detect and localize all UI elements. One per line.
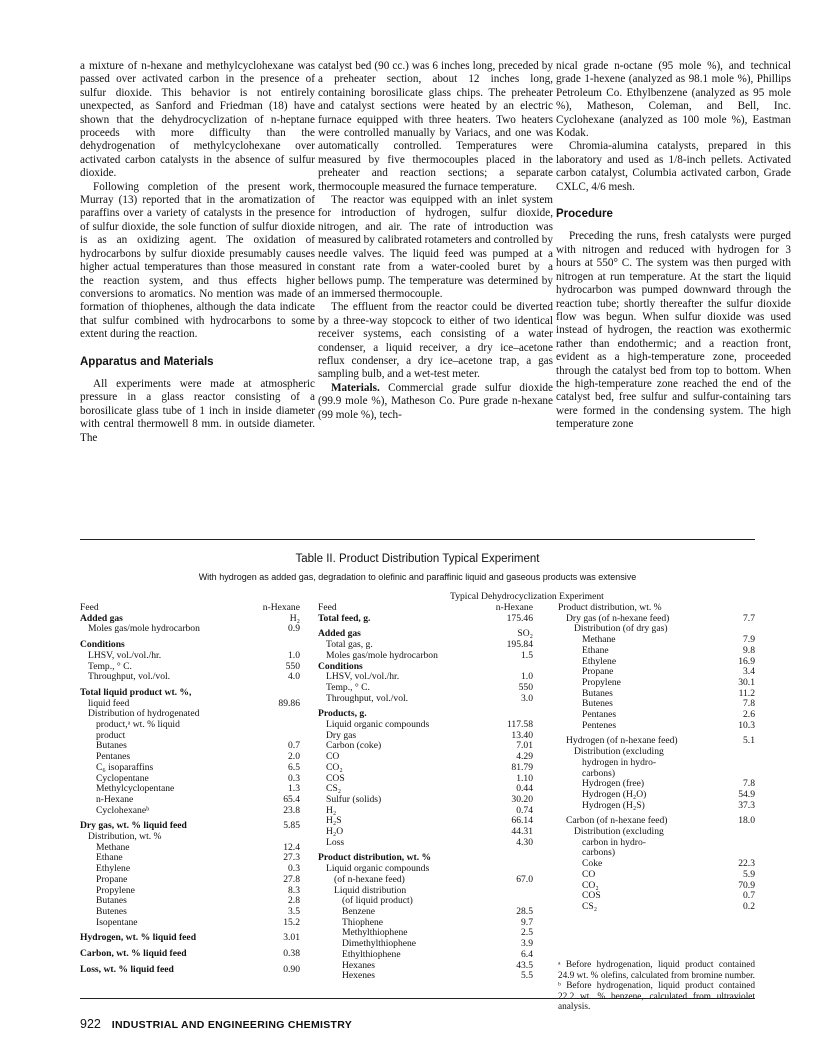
- row-label: Ethane: [582, 644, 609, 656]
- header-value: n-Hexane: [495, 602, 533, 613]
- table-bottom-rule: [80, 998, 755, 999]
- row-label: Hydrogen (H₂S): [582, 799, 645, 811]
- row-value: 117.58: [506, 719, 533, 731]
- table-row: [80, 763, 300, 774]
- row-label: Liquid organic compounds: [326, 863, 430, 875]
- table-row: [318, 752, 533, 763]
- row-value: 3.4: [743, 666, 755, 678]
- row-value: 0.2: [743, 900, 755, 912]
- row-value: [717, 747, 755, 758]
- row-value: 23.8: [283, 804, 300, 816]
- row-value: 65.4: [283, 793, 300, 805]
- row-label: Benzene: [342, 905, 376, 917]
- row-label: Propylene: [582, 676, 621, 688]
- table-body: [558, 614, 755, 913]
- row-value: 18.0: [738, 815, 755, 827]
- row-label: product,ᵃ wt. % liquid: [96, 719, 180, 731]
- row-label: Hexenes: [342, 970, 376, 982]
- row-label: Sulfur (solids): [326, 793, 382, 805]
- row-label: Ethylene: [582, 655, 617, 667]
- row-label: carbons): [582, 847, 616, 859]
- row-label: LHSV, vol./vol./hr.: [88, 649, 162, 661]
- table-row: [318, 816, 533, 827]
- row-label: hydrogen in hydro-: [582, 756, 657, 768]
- table-row: [558, 646, 755, 657]
- row-value: 550: [518, 681, 533, 693]
- row-label: Conditions: [318, 660, 363, 672]
- row-label: Total feed, g.: [318, 612, 371, 624]
- row-value: 550: [285, 660, 300, 672]
- row-value: 10.3: [738, 719, 755, 731]
- row-label: Product distribution, wt. %: [318, 852, 432, 864]
- row-value: 4.29: [516, 751, 533, 763]
- row-label: Propane: [96, 873, 128, 885]
- table-top-rule: [80, 539, 755, 540]
- row-label: Total gas, g.: [326, 639, 373, 651]
- row-value: 89.86: [278, 697, 300, 709]
- row-value: 0.9: [288, 623, 300, 635]
- row-label: COS: [582, 890, 601, 902]
- row-label: Dry gas: [326, 729, 357, 741]
- row-value: [717, 758, 755, 769]
- paragraph: [318, 382, 553, 422]
- row-label: Propane: [582, 666, 614, 678]
- row-label: CO: [582, 868, 596, 880]
- row-value: 81.79: [511, 761, 533, 773]
- row-label: Methylcyclopentane: [96, 783, 175, 795]
- row-value: 1.3: [288, 783, 300, 795]
- row-value: 27.8: [283, 873, 300, 885]
- row-label: Distribution of hydrogenated: [88, 708, 200, 720]
- row-label: Butanes: [96, 895, 127, 907]
- text-column-1: [80, 60, 315, 445]
- paragraph: Following completion of the present work, Murray (13) reported that in the aromatization of paraffins over a variety of catalysts in the presence of sulfur dioxide, the sole function of sulfur dioxide is as an oxidizing agent. The oxidation of hydrocarbons by sulfur dioxide presumably causes higher actual temperatures than those measured in the reaction system, and thus effects higher conversions to aromatics. No mention was made of formation of thiophenes, although the data indicate that sulfur combined with hydrocarbons to some extent during the reaction.: [80, 180, 315, 341]
- row-value: 28.5: [516, 905, 533, 917]
- row-label: Hydrogen (free): [582, 778, 645, 790]
- row-value: 43.5: [516, 959, 533, 971]
- row-value: 0.74: [516, 804, 533, 816]
- table-row: [80, 965, 300, 976]
- table-row: [80, 672, 300, 683]
- row-label: CO: [326, 751, 340, 763]
- paragraph: nical grade n-octane (95 mole %), and technical grade 1-hexene (analyzed as 98.1 mole %), Phillips Petroleum Co. Ethylbenzene (analyzed as 95 mole %), Matheson, Coleman, and Bell, Inc. Cyclohexane (analyzed as 100 mole %), Eastman Kodak.: [556, 60, 791, 140]
- table-row: [318, 774, 533, 785]
- row-label: Cyclopentane: [96, 772, 149, 784]
- table-row: [318, 795, 533, 806]
- row-value: 1.0: [521, 671, 533, 683]
- section-heading: Procedure: [556, 208, 613, 221]
- row-value: 37.3: [738, 799, 755, 811]
- row-label: Butenes: [582, 698, 613, 710]
- row-label: CO₂: [326, 761, 343, 773]
- row-label: Dry gas (of n-hexane feed): [566, 612, 670, 624]
- table-row: [318, 950, 533, 961]
- row-label: carbon in hydro-: [582, 836, 646, 848]
- run-in-heading: Materials.: [331, 381, 380, 394]
- row-label: Dimethylthiophene: [342, 938, 417, 950]
- row-value: 27.3: [283, 852, 300, 864]
- row-value: 175.46: [506, 612, 533, 624]
- paragraph: Chromia-alumina catalysts, prepared in this laboratory and used as 1/8-inch pellets. Activated carbon catalyst, Columbia activated carbon, Grade CXLC, 4/6 mesh.: [556, 140, 791, 193]
- row-label: Methane: [96, 841, 130, 853]
- row-value: 1.10: [516, 772, 533, 784]
- header-label: Product distribution, wt. %: [558, 602, 662, 613]
- row-label: Butenes: [96, 905, 127, 917]
- row-label: Distribution, wt. %: [88, 831, 162, 843]
- row-label: Hydrogen (of n-hexane feed): [566, 735, 678, 747]
- text-column-3: [556, 60, 791, 432]
- row-value: [717, 827, 755, 838]
- row-label: Throughput, vol./vol.: [88, 671, 171, 683]
- row-label: Pentenes: [582, 719, 617, 731]
- journal-name: INDUSTRIAL AND ENGINEERING CHEMISTRY: [111, 1019, 353, 1031]
- row-label: Coke: [582, 858, 603, 870]
- row-label: C₆ isoparaffins: [96, 761, 154, 773]
- row-value: 1.0: [288, 649, 300, 661]
- table-row: [80, 933, 300, 944]
- page-number: 922: [80, 1017, 101, 1031]
- header-label: Feed: [318, 602, 337, 613]
- row-label: (of liquid product): [342, 895, 413, 907]
- row-label: Loss: [326, 836, 345, 848]
- text-column-2: [318, 60, 553, 422]
- row-label: Distribution (excluding: [574, 826, 664, 838]
- row-label: H₂S: [326, 815, 342, 827]
- row-value: 9.8: [743, 644, 755, 656]
- row-value: 30.20: [511, 793, 533, 805]
- row-label: Thiophene: [342, 916, 384, 928]
- row-label: Methylthiophene: [342, 927, 408, 939]
- row-label: Temp., ° C.: [326, 681, 370, 693]
- table-row: [558, 721, 755, 732]
- table-row: [318, 806, 533, 817]
- row-label: Total liquid product wt. %,: [80, 686, 192, 698]
- row-value: 7.9: [743, 634, 755, 646]
- row-label: Temp., ° C.: [88, 660, 132, 672]
- row-label: Ethane: [96, 852, 123, 864]
- row-label: H₂: [326, 804, 337, 816]
- table-subtitle: With hydrogen as added gas, degradation to olefinic and paraffinic liquid and gaseous products was extensive: [198, 572, 637, 582]
- table-row: [318, 838, 533, 849]
- row-value: 7.01: [516, 740, 533, 752]
- row-label: CS₂: [582, 900, 598, 912]
- row-value: 3.01: [283, 932, 300, 944]
- row-value: 15.2: [283, 916, 300, 928]
- row-value: 30.1: [738, 676, 755, 688]
- row-label: Liquid distribution: [334, 884, 407, 896]
- row-value: 1.5: [521, 649, 533, 661]
- table-row: [558, 870, 755, 881]
- row-value: [262, 720, 300, 731]
- row-label: Distribution (of dry gas): [574, 623, 668, 635]
- table-title: Table II. Product Distribution Typical Experiment: [295, 553, 540, 565]
- row-label: Moles gas/mole hydrocarbon: [326, 649, 438, 661]
- row-value: 4.0: [288, 671, 300, 683]
- row-value: 9.7: [521, 916, 533, 928]
- table-row: [558, 758, 755, 769]
- row-label: CO₂: [582, 879, 599, 891]
- row-value: 12.4: [283, 841, 300, 853]
- row-label: LHSV, vol./vol./hr.: [326, 671, 400, 683]
- paragraph: All experiments were made at atmospheric pressure in a glass reactor consisting of a borosilicate glass tube of 1 inch in inside diameter with central thermowell 8 mm. in outside diameter. The: [80, 377, 315, 444]
- table-row: [318, 614, 533, 625]
- row-value: 2.0: [288, 751, 300, 763]
- row-value: SO₂: [517, 628, 533, 640]
- paragraph-text: Commercial grade sulfur dioxide (99.9 mole %), Matheson Co. Pure grade n-hexane (99 mole %), tech-: [318, 381, 553, 421]
- row-label: Ethylene: [96, 863, 131, 875]
- row-value: 6.4: [521, 948, 533, 960]
- table-column-left: [80, 590, 300, 976]
- table-row: [318, 694, 533, 705]
- row-value: 5.85: [283, 820, 300, 832]
- row-label: Liquid organic compounds: [326, 719, 430, 731]
- row-value: [495, 853, 533, 864]
- paragraph: catalyst bed (90 cc.) was 6 inches long, preceded by a preheater section, about 12 inches long, containing borosilicate glass chips. The preheater and catalyst sections were heated by an electric furnace equipped with three heaters. Two heaters were controlled manually by Variacs, and one was automatically controlled. Temperatures were measured by five thermocouples placed in the preheater and reaction sections; a separate thermocouple measured the furnace temperature.: [318, 60, 553, 193]
- row-label: Isopentane: [96, 916, 138, 928]
- row-label: Loss, wt. % liquid feed: [80, 963, 174, 975]
- row-value: 2.6: [743, 709, 755, 721]
- row-value: [717, 838, 755, 849]
- table-body: [318, 614, 533, 982]
- header-label: Feed: [80, 602, 99, 613]
- table-row: [318, 741, 533, 752]
- table-row: [318, 971, 533, 982]
- row-value: 16.9: [738, 655, 755, 667]
- row-label: Moles gas/mole hydrocarbon: [88, 623, 200, 635]
- table-row: [318, 763, 533, 774]
- row-value: [495, 886, 533, 897]
- row-value: 4.30: [516, 836, 533, 848]
- table-row: [80, 624, 300, 635]
- row-label: Dry gas, wt. % liquid feed: [80, 820, 187, 832]
- table-row: [80, 949, 300, 960]
- row-label: Pentanes: [582, 709, 617, 721]
- row-value: 7.7: [743, 612, 755, 624]
- row-value: H₂: [289, 612, 300, 624]
- row-label: Hexanes: [342, 959, 376, 971]
- table-column-right: [558, 590, 755, 913]
- page-footer: [80, 1017, 352, 1031]
- table-group-heading: Typical Dehydrocyclization Experiment: [450, 591, 604, 602]
- row-label: Carbon (of n-hexane feed): [566, 815, 668, 827]
- row-value: 195.84: [506, 639, 533, 651]
- table-row: [558, 902, 755, 913]
- row-value: 13.40: [511, 729, 533, 741]
- row-label: Conditions: [80, 639, 125, 651]
- row-value: 6.5: [288, 761, 300, 773]
- row-label: Pentanes: [96, 751, 131, 763]
- row-value: 0.7: [743, 890, 755, 902]
- row-label: Throughput, vol./vol.: [326, 692, 409, 704]
- row-value: 5.9: [743, 868, 755, 880]
- row-value: 0.90: [283, 963, 300, 975]
- row-label: Butanes: [96, 740, 127, 752]
- row-value: 54.9: [738, 788, 755, 800]
- row-value: 70.9: [738, 879, 755, 891]
- row-value: 8.3: [288, 884, 300, 896]
- table-row: [318, 875, 533, 886]
- row-value: 3.5: [288, 905, 300, 917]
- row-value: 11.2: [738, 687, 755, 699]
- table-row: [80, 875, 300, 886]
- row-value: 22.3: [738, 858, 755, 870]
- row-label: n-Hexane: [96, 793, 134, 805]
- table-column-middle: [318, 590, 533, 982]
- row-label: Added gas: [318, 628, 361, 640]
- row-value: 3.9: [521, 938, 533, 950]
- row-value: 5.5: [521, 970, 533, 982]
- table-row: [318, 651, 533, 662]
- table-row: [80, 651, 300, 662]
- table-row: [80, 918, 300, 929]
- paragraph: The effluent from the reactor could be diverted by a three-way stopcock to either of two identical receiver systems, each consisting of a water condenser, a liquid receiver, a dry ice–acetone reflux condenser, a dry ice–acetone trap, a gas sampling bulb, and a wet-test meter.: [318, 301, 553, 381]
- row-value: 67.0: [516, 873, 533, 885]
- row-value: 0.7: [288, 740, 300, 752]
- paragraph: Preceding the runs, fresh catalysts were purged with nitrogen and reduced with hydrogen for 3 hours at 550° C. The system was then purged with nitrogen at run temperature. At the start the liquid hydrocarbon was pumped downward through the reaction tube; shortly thereafter the sulfur dioxide flow was begun. When sulfur dioxide was used instead of hydrogen, the reaction was exothermic rather than endothermic; and a reaction front, evident as a high-temperature zone, proceeded through the catalyst bed from top to bottom. When the high-temperature zone reached the end of the catalyst bed, free sulfur and sulfur-containing tars were formed in the condensing system. The high temperature zone: [556, 230, 791, 431]
- paragraph: The reactor was equipped with an inlet system for introduction of hydrogen, sulfur dioxide, nitrogen, and air. The rate of introduction was measured by calibrated rotameters and controlled by needle valves. The liquid feed was pumped at a constant rate from a water-cooled buret by a bellows pump. The temperature was determined by an immersed thermocouple.: [318, 194, 553, 300]
- header-value: n-Hexane: [262, 602, 300, 613]
- row-value: 0.3: [288, 772, 300, 784]
- row-label: liquid feed: [88, 697, 130, 709]
- table-row: [558, 801, 755, 812]
- row-value: 5.1: [743, 735, 755, 747]
- row-label: CS₂: [326, 783, 342, 795]
- row-label: Hydrogen, wt. % liquid feed: [80, 932, 197, 944]
- row-label: Added gas: [80, 612, 123, 624]
- row-label: H₂O: [326, 826, 344, 838]
- row-value: 0.38: [283, 948, 300, 960]
- table-body: [80, 614, 300, 976]
- row-value: 0.3: [288, 863, 300, 875]
- row-label: Cyclohexaneᵇ: [96, 804, 150, 816]
- row-label: carbons): [582, 767, 616, 779]
- row-label: Butanes: [582, 687, 613, 699]
- row-label: Methane: [582, 634, 616, 646]
- row-value: 0.44: [516, 783, 533, 795]
- row-value: 44.31: [511, 826, 533, 838]
- row-value: 2.5: [521, 927, 533, 939]
- paragraph: a mixture of n-hexane and methylcyclohexane was passed over activated carbon in the presence of sulfur dioxide. This behavior is not entirely unexpected, as Sanford and Friedman (18) have shown that the dehydrocyclization of n-heptane proceeds with more difficulty than the dehydrogenation of methylcyclohexane over activated carbon catalysts in the absence of sulfur dioxide.: [80, 60, 315, 180]
- row-label: Propylene: [96, 884, 135, 896]
- row-label: Carbon, wt. % liquid feed: [80, 948, 187, 960]
- table-row: [318, 827, 533, 838]
- row-value: 3.0: [521, 692, 533, 704]
- row-value: [262, 709, 300, 720]
- section-heading: Apparatus and Materials: [80, 355, 214, 368]
- row-label: Carbon (coke): [326, 740, 382, 752]
- row-value: 7.8: [743, 778, 755, 790]
- row-label: (of n-hexane feed): [334, 873, 405, 885]
- row-label: COS: [326, 772, 345, 784]
- row-value: 66.14: [511, 815, 533, 827]
- table-footnote: ᵃ Before hydrogenation, liquid product contained 24.9 wt. % olefins, calculated from bromine number. ᵇ Before hydrogenation, liquid product contained 22.2 wt. % benzene, calculated from ultraviolet analysis.: [558, 960, 755, 1013]
- row-label: Distribution (excluding: [574, 746, 664, 758]
- row-value: 7.8: [743, 698, 755, 710]
- row-label: Hydrogen (H₂O): [582, 788, 647, 800]
- row-label: Products, g.: [318, 708, 367, 720]
- table-row: [80, 806, 300, 817]
- row-label: product: [96, 729, 126, 741]
- row-value: 2.8: [288, 895, 300, 907]
- row-label: Ethylthiophene: [342, 948, 401, 960]
